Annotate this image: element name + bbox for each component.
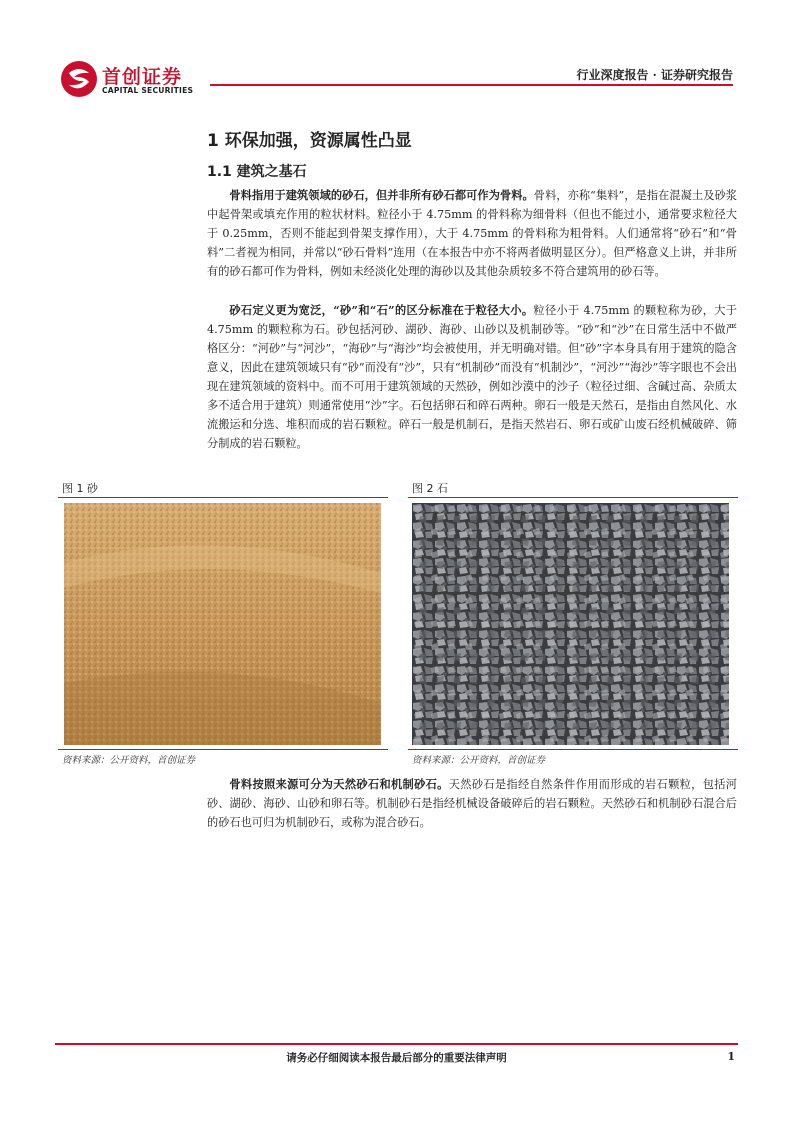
figure-1-label: 图 1 砂 xyxy=(62,482,98,495)
paragraph-body: 粒径小于 4.75mm 的颗粒称为砂，大于 4.75mm 的颗粒称为石。砂包括河砂、湖砂、海砂、山砂以及机制砂等。“砂”和“沙”在日常生活中不做严格区分：“河砂”与“河沙”，“海砂”与“海沙”均会被使用，并无明确对错。但“砂”字本身具有用于建筑的隐含意义，因此在建筑领域只有“砂”而没有“沙”，只有“机制砂”而没有“机制沙”，“河沙”“海沙”等字眼也不会出现在建筑领域的资料中。而不可用于建筑领域的天然砂，例如沙漠中的沙子（粒径过细、含碱过高、杂质太多不适合用于建筑）则通常使用“沙”字。石包括卵石和碎石两种。卵石一般是天然石，是指由自然风化、水流搬运和分选、堆积而成的岩石颗粒。碎石一般是机制石，是指天然岩石、卵石或矿山废石经机械破碎、筛分制成的岩石颗粒。 xyxy=(207,304,737,450)
report-type-title: 行业深度报告 · 证券研究报告 xyxy=(576,68,733,82)
section-heading: 1 环保加强，资源属性凸显 xyxy=(207,131,412,151)
figure-1-bottom-rule xyxy=(58,749,388,750)
capital-securities-logo-icon xyxy=(60,60,98,98)
figure-1-sand-image xyxy=(64,503,381,745)
legal-disclaimer-note: 请务必仔细阅读本报告最后部分的重要法律声明 xyxy=(286,1052,507,1064)
paragraph-lead: 骨料指用于建筑领域的砂石，但并非所有砂石都可作为骨料。 xyxy=(229,188,534,202)
paragraph-sand-stone-definition xyxy=(207,301,737,453)
page-number: 1 xyxy=(727,1050,735,1063)
subsection-heading: 1.1 建筑之基石 xyxy=(207,164,307,180)
paragraph-lead: 骨料按照来源可分为天然砂石和机制砂石。 xyxy=(229,777,449,791)
figure-2-bottom-rule xyxy=(408,749,738,750)
paragraph-lead: 砂石定义更为宽泛，“砂”和“石”的区分标准在于粒径大小。 xyxy=(229,303,534,317)
figure-1-source: 资料来源：公开资料，首创证券 xyxy=(62,755,196,766)
figure-2-source: 资料来源：公开资料，首创证券 xyxy=(412,755,546,766)
footer-divider xyxy=(55,1043,738,1045)
logo-english-name: CAPITAL SECURITIES xyxy=(102,86,194,95)
company-logo xyxy=(60,60,210,100)
paragraph-body: 骨料，亦称“集料”，是指在混凝土及砂浆中起骨架或填充作用的粒状材料。粒径小于 4.75mm 的骨料称为细骨料（但也不能过小，通常要求粒径大于 0.25mm，否则不能起到骨架支撑作用），大于 4.75mm 的骨料称为粗骨料。人们通常将“砂石”和“骨料”二者视为相同，并常以“砂石骨料”连用（在本报告中亦不将两者做明显区分）。但严格意义上讲，并非所有的砂石都可作为骨料，例如未经淡化处理的海砂以及其他杂质较多不符合建筑用的砂石等。 xyxy=(207,189,737,278)
paragraph-body: 天然砂石是指经自然条件作用而形成的岩石颗粒，包括河砂、湖砂、海砂、山砂和卵石等。机制砂石是指经机械设备破碎后的岩石颗粒。天然砂石和机制砂石混合后的砂石也可归为机制砂石，或称为混合砂石。 xyxy=(207,778,737,829)
figure-1-top-rule xyxy=(58,497,388,498)
logo-chinese-name: 首创证券 xyxy=(102,66,183,88)
figure-2-gravel-image xyxy=(412,503,729,745)
paragraph-aggregate-sources xyxy=(207,775,737,832)
figure-2-top-rule xyxy=(408,497,738,498)
header-divider xyxy=(210,84,733,86)
paragraph-aggregate-definition xyxy=(207,186,737,281)
figure-2-label: 图 2 石 xyxy=(412,482,448,495)
